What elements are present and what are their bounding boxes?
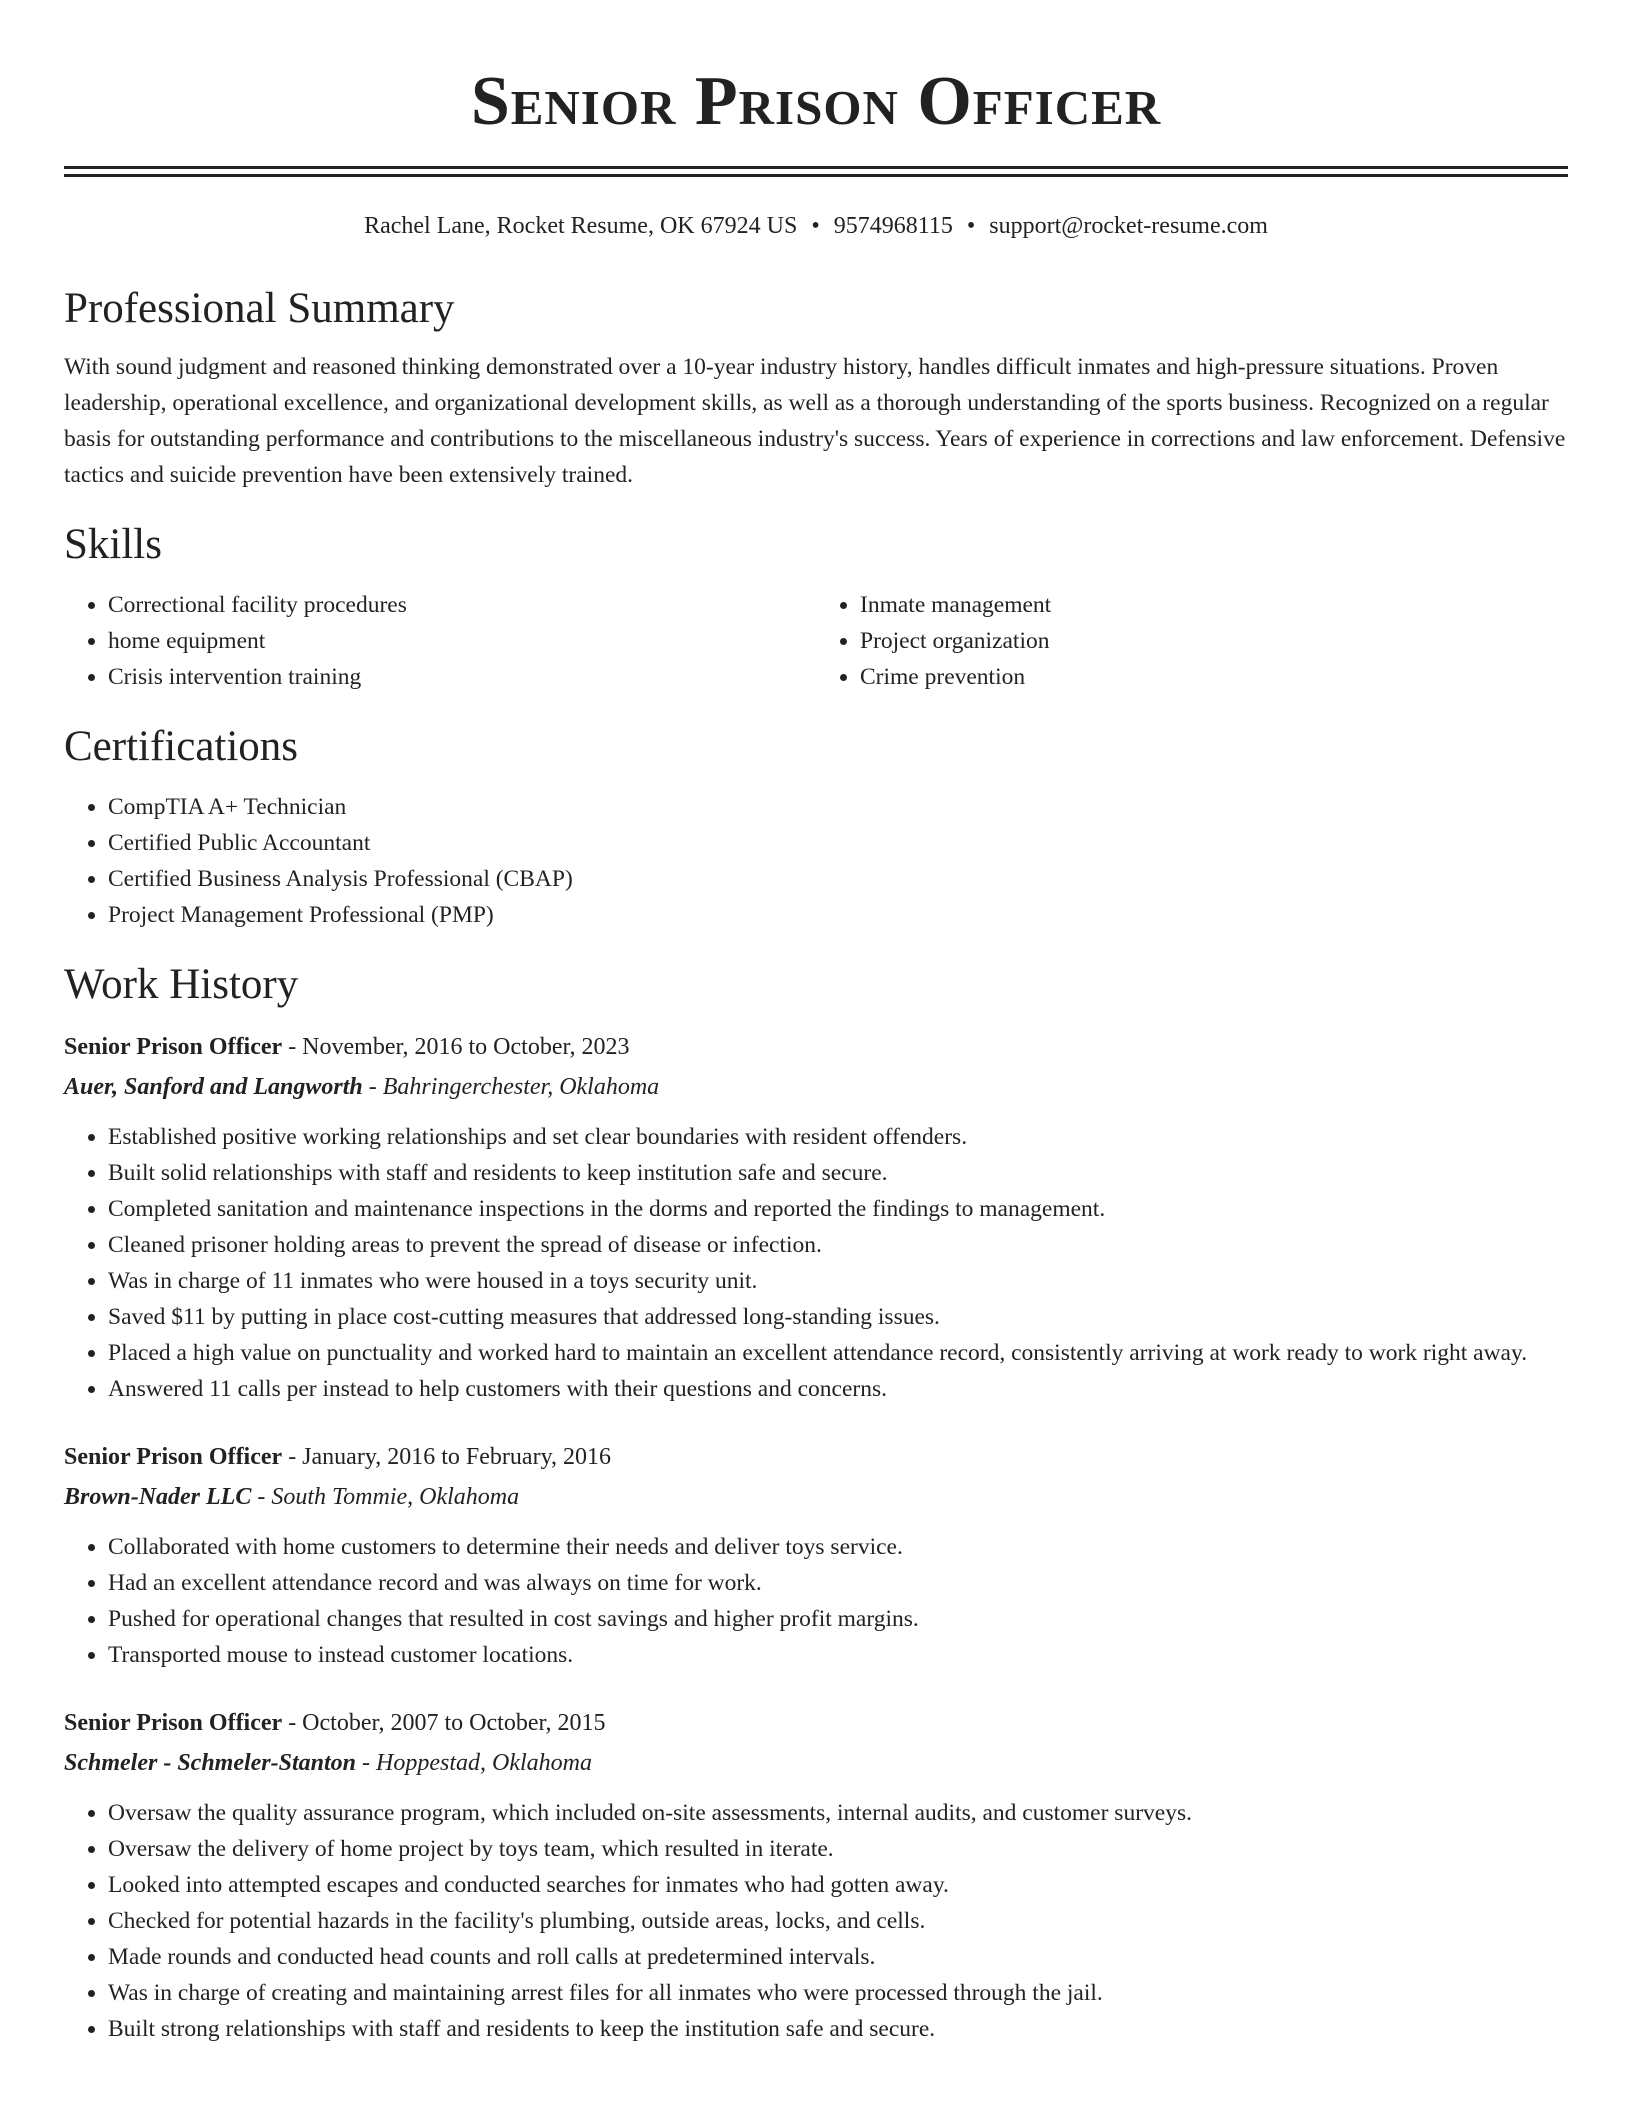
skill-item: • home equipment xyxy=(108,623,816,659)
job-company-line xyxy=(64,1743,1568,1783)
job-bullets xyxy=(64,1795,1568,2047)
skills-heading: Skills xyxy=(64,521,162,568)
contact-email: support@rocket-resume.com xyxy=(989,213,1268,239)
job-bullet: • Transported mouse to instead customer locations. xyxy=(108,1637,1568,1673)
job-bullet: • Built solid relationships with staff and residents to keep institution safe and secure. xyxy=(108,1155,1568,1191)
job-company-line xyxy=(64,1477,1568,1517)
job-bullet: • Checked for potential hazards in the facility's plumbing, outside areas, locks, and cells. xyxy=(108,1903,1568,1939)
skill-item: • Correctional facility procedures xyxy=(108,587,816,623)
job-title: Senior Prison Officer xyxy=(64,1034,283,1060)
job-entry xyxy=(64,1437,1568,1673)
work-history-heading: Work History xyxy=(64,961,299,1008)
resume-page xyxy=(64,0,1568,2047)
job-dates: - January, 2016 to February, 2016 xyxy=(288,1444,612,1470)
skills-grid xyxy=(64,587,1568,695)
job-bullet: • Looked into attempted escapes and conducted searches for inmates who had gotten away. xyxy=(108,1867,1568,1903)
job-bullet: • Completed sanitation and maintenance inspections in the dorms and reported the findings to management. xyxy=(108,1191,1568,1227)
job-company: Brown-Nader LLC xyxy=(64,1484,252,1510)
contact-separator: • xyxy=(811,213,820,239)
job-title: Senior Prison Officer xyxy=(64,1444,283,1470)
job-bullets xyxy=(64,1119,1568,1407)
job-title-line xyxy=(64,1027,1568,1067)
job-entry xyxy=(64,1027,1568,1407)
resume-title: Senior Prison Officer xyxy=(470,63,1162,140)
skills-list-right xyxy=(816,587,1568,695)
contact-line xyxy=(64,211,1568,241)
title-double-rule xyxy=(64,166,1568,177)
skill-item: • Inmate management xyxy=(860,587,1568,623)
contact-address: Rachel Lane, Rocket Resume, OK 67924 US xyxy=(364,213,798,239)
job-company: Schmeler - Schmeler-Stanton xyxy=(64,1750,357,1776)
skill-item: • Crime prevention xyxy=(860,659,1568,695)
contact-phone: 9574968115 xyxy=(833,213,953,239)
certification-item: • Certified Public Accountant xyxy=(108,825,1568,861)
certification-item: • Project Management Professional (PMP) xyxy=(108,897,1568,933)
job-title: Senior Prison Officer xyxy=(64,1710,283,1736)
job-bullet: • Oversaw the quality assurance program, which included on-site assessments, internal audits, and customer surveys. xyxy=(108,1795,1568,1831)
job-bullets xyxy=(64,1529,1568,1673)
job-bullet: • Established positive working relationships and set clear boundaries with resident offenders. xyxy=(108,1119,1568,1155)
job-location: - South Tommie, Oklahoma xyxy=(257,1484,520,1510)
certifications-heading: Certifications xyxy=(64,723,299,770)
job-bullet: • Answered 11 calls per instead to help customers with their questions and concerns. xyxy=(108,1371,1568,1407)
job-entry xyxy=(64,1703,1568,2047)
skills-list-left xyxy=(64,587,816,695)
job-bullet: • Built strong relationships with staff and residents to keep the institution safe and secure. xyxy=(108,2011,1568,2047)
certification-item: • CompTIA A+ Technician xyxy=(108,789,1568,825)
skill-item: • Crisis intervention training xyxy=(108,659,816,695)
job-bullet: • Collaborated with home customers to determine their needs and deliver toys service. xyxy=(108,1529,1568,1565)
job-bullet: • Made rounds and conducted head counts and roll calls at predetermined intervals. xyxy=(108,1939,1568,1975)
job-bullet: • Placed a high value on punctuality and worked hard to maintain an excellent attendance record, consistently arriving at work ready to work right away. xyxy=(108,1335,1568,1371)
summary-heading: Professional Summary xyxy=(64,285,455,332)
job-bullet: • Pushed for operational changes that resulted in cost savings and higher profit margins. xyxy=(108,1601,1568,1637)
job-location: - Bahringerchester, Oklahoma xyxy=(368,1074,660,1100)
job-bullet: • Saved $11 by putting in place cost-cutting measures that addressed long-standing issues. xyxy=(108,1299,1568,1335)
job-company: Auer, Sanford and Langworth xyxy=(64,1074,363,1100)
job-dates: - November, 2016 to October, 2023 xyxy=(288,1034,630,1060)
certifications-list xyxy=(64,789,1568,933)
job-company-line xyxy=(64,1067,1568,1107)
summary-text: With sound judgment and reasoned thinking demonstrated over a 10-year industry history, handles difficult inmates and high-pressure situations. Proven leadership, operational excellence, and organizational development skills, as well as a thorough understanding of the sports business. Recognized on a regular basis for outstanding performance and contributions to the miscellaneous industry's success. Years of experience in corrections and law enforcement. Defensive tactics and suicide prevention have been extensively trained. xyxy=(64,354,1566,488)
job-bullet: • Cleaned prisoner holding areas to prevent the spread of disease or infection. xyxy=(108,1227,1568,1263)
certification-item: • Certified Business Analysis Professional (CBAP) xyxy=(108,861,1568,897)
contact-separator: • xyxy=(966,213,976,239)
job-bullet: • Had an excellent attendance record and was always on time for work. xyxy=(108,1565,1568,1601)
job-bullet: • Oversaw the delivery of home project by toys team, which resulted in iterate. xyxy=(108,1831,1568,1867)
skill-item: • Project organization xyxy=(860,623,1568,659)
job-title-line xyxy=(64,1703,1568,1743)
job-dates: - October, 2007 to October, 2015 xyxy=(288,1710,606,1736)
job-bullet: • Was in charge of creating and maintaining arrest files for all inmates who were processed through the jail. xyxy=(108,1975,1568,2011)
job-bullet: • Was in charge of 11 inmates who were housed in a toys security unit. xyxy=(108,1263,1568,1299)
job-title-line xyxy=(64,1437,1568,1477)
job-location: - Hoppestad, Oklahoma xyxy=(362,1750,592,1776)
